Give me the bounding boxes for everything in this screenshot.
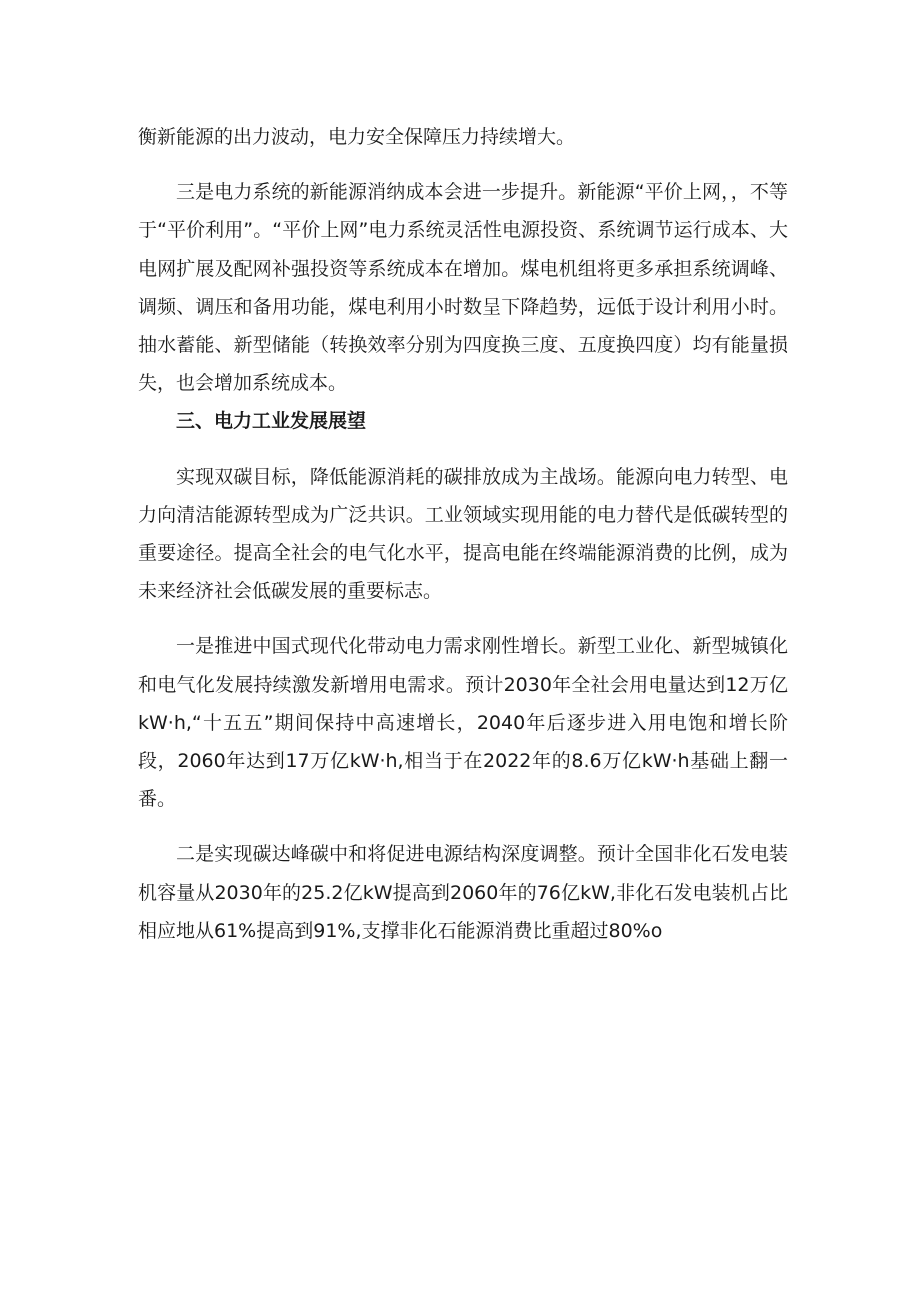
paragraph-continued: 衡新能源的出力波动，电力安全保障压力持续增大。	[138, 126, 576, 148]
paragraph-structure-adjustment: 二是实现碳达峰碳中和将促进电源结构深度调整。预计全国非化石发电装机容量从2030年的25.2亿kW提高到2060年的76亿kW,非化石发电装机占比相应地从61%提高到91%,支撑非化石能源消费比重超过80%o	[138, 843, 788, 942]
paragraph-consumption-cost: 三是电力系统的新能源消纳成本会进一步提升。新能源“平价上网，，不等于“平价利用”。“平价上网”电力系统灵活性电源投资、系统调节运行成本、大电网扩展及配网补强投资等系统成本在增加。煤电机组将更多承担系统调峰、调频、调压和备用功能，煤电利用小时数呈下降趋势，远低于设计利用小时。抽水蓄能、新型储能（转换效率分别为四度换三度、五度换四度）均有能量损失，也会增加系统成本。	[138, 181, 788, 395]
paragraph-demand-growth: 一是推进中国式现代化带动电力需求刚性增长。新型工业化、新型城镇化和电气化发展持续激发新增用电需求。预计2030年全社会用电量达到12万亿kW·h,“十五五”期间保持中高速增长，2040年后逐步进入用电饱和增长阶段，2060年达到17万亿kW·h,相当于在2022年的8.6万亿kW·h基础上翻一番。	[138, 635, 788, 811]
section-heading: 三、电力工业发展展望	[176, 410, 367, 433]
paragraph-dual-carbon: 实现双碳目标，降低能源消耗的碳排放成为主战场。能源向电力转型、电力向清洁能源转型成为广泛共识。工业领域实现用能的电力替代是低碳转型的重要途径。提高全社会的电气化水平，提高电能在终端能源消费的比例，成为未来经济社会低碳发展的重要标志。	[138, 465, 788, 603]
document-body	[138, 118, 788, 950]
